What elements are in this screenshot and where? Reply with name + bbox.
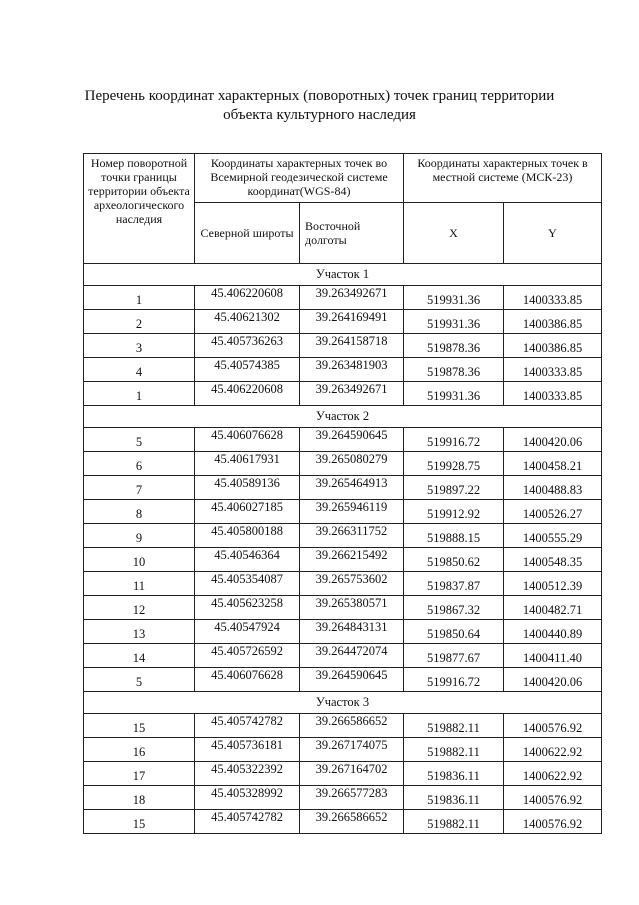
- x-cell: 519878.36: [404, 358, 504, 382]
- point-number-cell: 14: [84, 644, 195, 668]
- point-number-cell: 9: [84, 524, 195, 548]
- point-number-cell: 1: [84, 286, 195, 310]
- section-row: [84, 406, 602, 428]
- x-cell: 519850.64: [404, 620, 504, 644]
- table-row: [84, 668, 602, 692]
- table-row: [84, 358, 602, 382]
- east-longitude-cell: 39.264169491: [300, 310, 404, 334]
- point-number-cell: 8: [84, 500, 195, 524]
- point-number-cell: 11: [84, 572, 195, 596]
- y-cell: 1400622.92: [504, 762, 602, 786]
- east-longitude-cell: 39.266311752: [300, 524, 404, 548]
- point-number-cell: 4: [84, 358, 195, 382]
- north-latitude-cell: 45.40621302: [195, 310, 300, 334]
- title-line-1: Перечень координат характерных (поворотных) точек границ территории: [84, 88, 555, 104]
- x-cell: 519912.92: [404, 500, 504, 524]
- point-number-cell: 12: [84, 596, 195, 620]
- east-longitude-cell: 39.267174075: [300, 738, 404, 762]
- point-number-cell: 16: [84, 738, 195, 762]
- point-number-cell: 17: [84, 762, 195, 786]
- east-longitude-cell: 39.264472074: [300, 644, 404, 668]
- table-row: [84, 428, 602, 452]
- north-latitude-cell: 45.406220608: [195, 286, 300, 310]
- east-longitude-cell: 39.264590645: [300, 668, 404, 692]
- x-cell: 519916.72: [404, 668, 504, 692]
- north-latitude-cell: 45.405623258: [195, 596, 300, 620]
- north-latitude-cell: 45.405800188: [195, 524, 300, 548]
- y-cell: 1400488.83: [504, 476, 602, 500]
- y-cell: 1400386.85: [504, 334, 602, 358]
- north-latitude-cell: 45.405736181: [195, 738, 300, 762]
- table-row: [84, 596, 602, 620]
- table-row: [84, 572, 602, 596]
- north-latitude-cell: 45.405742782: [195, 714, 300, 738]
- east-longitude-cell: 39.264590645: [300, 428, 404, 452]
- x-cell: 519878.36: [404, 334, 504, 358]
- table-row: [84, 286, 602, 310]
- north-latitude-cell: 45.405742782: [195, 810, 300, 834]
- point-number-cell: 5: [84, 668, 195, 692]
- y-cell: 1400333.85: [504, 382, 602, 406]
- header-east-longitude: Восточной долготы: [300, 203, 404, 264]
- x-cell: 519877.67: [404, 644, 504, 668]
- north-latitude-cell: 45.40617931: [195, 452, 300, 476]
- y-cell: 1400512.39: [504, 572, 602, 596]
- x-cell: 519837.87: [404, 572, 504, 596]
- table-row: [84, 500, 602, 524]
- east-longitude-cell: 39.265080279: [300, 452, 404, 476]
- north-latitude-cell: 45.406076628: [195, 428, 300, 452]
- y-cell: 1400386.85: [504, 310, 602, 334]
- header-y: Y: [504, 203, 602, 264]
- x-cell: 519836.11: [404, 762, 504, 786]
- x-cell: 519897.22: [404, 476, 504, 500]
- east-longitude-cell: 39.265380571: [300, 596, 404, 620]
- table-row: [84, 738, 602, 762]
- point-number-cell: 3: [84, 334, 195, 358]
- point-number-cell: 6: [84, 452, 195, 476]
- point-number-cell: 7: [84, 476, 195, 500]
- east-longitude-cell: 39.267164702: [300, 762, 404, 786]
- east-longitude-cell: 39.263492671: [300, 286, 404, 310]
- coordinates-table: [83, 153, 602, 834]
- table-row: [84, 382, 602, 406]
- north-latitude-cell: 45.40547924: [195, 620, 300, 644]
- east-longitude-cell: 39.263492671: [300, 382, 404, 406]
- north-latitude-cell: 45.40574385: [195, 358, 300, 382]
- y-cell: 1400526.27: [504, 500, 602, 524]
- header-north-latitude: Северной широты: [195, 203, 300, 264]
- east-longitude-cell: 39.266586652: [300, 714, 404, 738]
- east-longitude-cell: 39.264843131: [300, 620, 404, 644]
- y-cell: 1400482.71: [504, 596, 602, 620]
- x-cell: 519916.72: [404, 428, 504, 452]
- table-row: [84, 786, 602, 810]
- north-latitude-cell: 45.405726592: [195, 644, 300, 668]
- x-cell: 519882.11: [404, 738, 504, 762]
- point-number-cell: 15: [84, 810, 195, 834]
- y-cell: 1400576.92: [504, 786, 602, 810]
- y-cell: 1400420.06: [504, 668, 602, 692]
- point-number-cell: 2: [84, 310, 195, 334]
- x-cell: 519928.75: [404, 452, 504, 476]
- table-row: [84, 644, 602, 668]
- section-label: Участок 3: [84, 692, 602, 714]
- y-cell: 1400576.92: [504, 810, 602, 834]
- y-cell: 1400333.85: [504, 358, 602, 382]
- table-row: [84, 762, 602, 786]
- north-latitude-cell: 45.40589136: [195, 476, 300, 500]
- east-longitude-cell: 39.266577283: [300, 786, 404, 810]
- north-latitude-cell: 45.405736263: [195, 334, 300, 358]
- east-longitude-cell: 39.264158718: [300, 334, 404, 358]
- east-longitude-cell: 39.266215492: [300, 548, 404, 572]
- table-row: [84, 476, 602, 500]
- page-title: [0, 87, 639, 125]
- point-number-cell: 10: [84, 548, 195, 572]
- x-cell: 519931.36: [404, 382, 504, 406]
- x-cell: 519888.15: [404, 524, 504, 548]
- north-latitude-cell: 45.40546364: [195, 548, 300, 572]
- east-longitude-cell: 39.265946119: [300, 500, 404, 524]
- table-row: [84, 810, 602, 834]
- table-row: [84, 524, 602, 548]
- table-row: [84, 714, 602, 738]
- north-latitude-cell: 45.405354087: [195, 572, 300, 596]
- table-body: [84, 154, 602, 834]
- header-row-1: [84, 154, 602, 203]
- table-row: [84, 452, 602, 476]
- point-number-cell: 15: [84, 714, 195, 738]
- y-cell: 1400411.40: [504, 644, 602, 668]
- section-row: [84, 692, 602, 714]
- point-number-cell: 1: [84, 382, 195, 406]
- section-label: Участок 1: [84, 264, 602, 286]
- east-longitude-cell: 39.265753602: [300, 572, 404, 596]
- header-x: X: [404, 203, 504, 264]
- east-longitude-cell: 39.265464913: [300, 476, 404, 500]
- y-cell: 1400458.21: [504, 452, 602, 476]
- x-cell: 519882.11: [404, 810, 504, 834]
- point-number-cell: 5: [84, 428, 195, 452]
- point-number-cell: 13: [84, 620, 195, 644]
- table-row: [84, 548, 602, 572]
- north-latitude-cell: 45.405322392: [195, 762, 300, 786]
- y-cell: 1400333.85: [504, 286, 602, 310]
- y-cell: 1400622.92: [504, 738, 602, 762]
- y-cell: 1400576.92: [504, 714, 602, 738]
- title-line-2: объекта культурного наследия: [223, 107, 416, 123]
- table-row: [84, 620, 602, 644]
- header-wgs84: Координаты характерных точек во Всемирной геодезической системе координат(WGS-84): [195, 154, 404, 203]
- x-cell: 519882.11: [404, 714, 504, 738]
- section-label: Участок 2: [84, 406, 602, 428]
- header-msk23: Координаты характерных точек в местной системе (МСК-23): [404, 154, 602, 203]
- north-latitude-cell: 45.406076628: [195, 668, 300, 692]
- y-cell: 1400555.29: [504, 524, 602, 548]
- east-longitude-cell: 39.263481903: [300, 358, 404, 382]
- point-number-cell: 18: [84, 786, 195, 810]
- table-row: [84, 310, 602, 334]
- east-longitude-cell: 39.266586652: [300, 810, 404, 834]
- x-cell: 519931.36: [404, 310, 504, 334]
- header-point-number: Номер поворотной точки границы территории объекта археологического наследия: [84, 154, 195, 264]
- north-latitude-cell: 45.406027185: [195, 500, 300, 524]
- section-row: [84, 264, 602, 286]
- table-row: [84, 334, 602, 358]
- x-cell: 519836.11: [404, 786, 504, 810]
- y-cell: 1400548.35: [504, 548, 602, 572]
- x-cell: 519931.36: [404, 286, 504, 310]
- north-latitude-cell: 45.405328992: [195, 786, 300, 810]
- y-cell: 1400440.89: [504, 620, 602, 644]
- x-cell: 519850.62: [404, 548, 504, 572]
- north-latitude-cell: 45.406220608: [195, 382, 300, 406]
- y-cell: 1400420.06: [504, 428, 602, 452]
- x-cell: 519867.32: [404, 596, 504, 620]
